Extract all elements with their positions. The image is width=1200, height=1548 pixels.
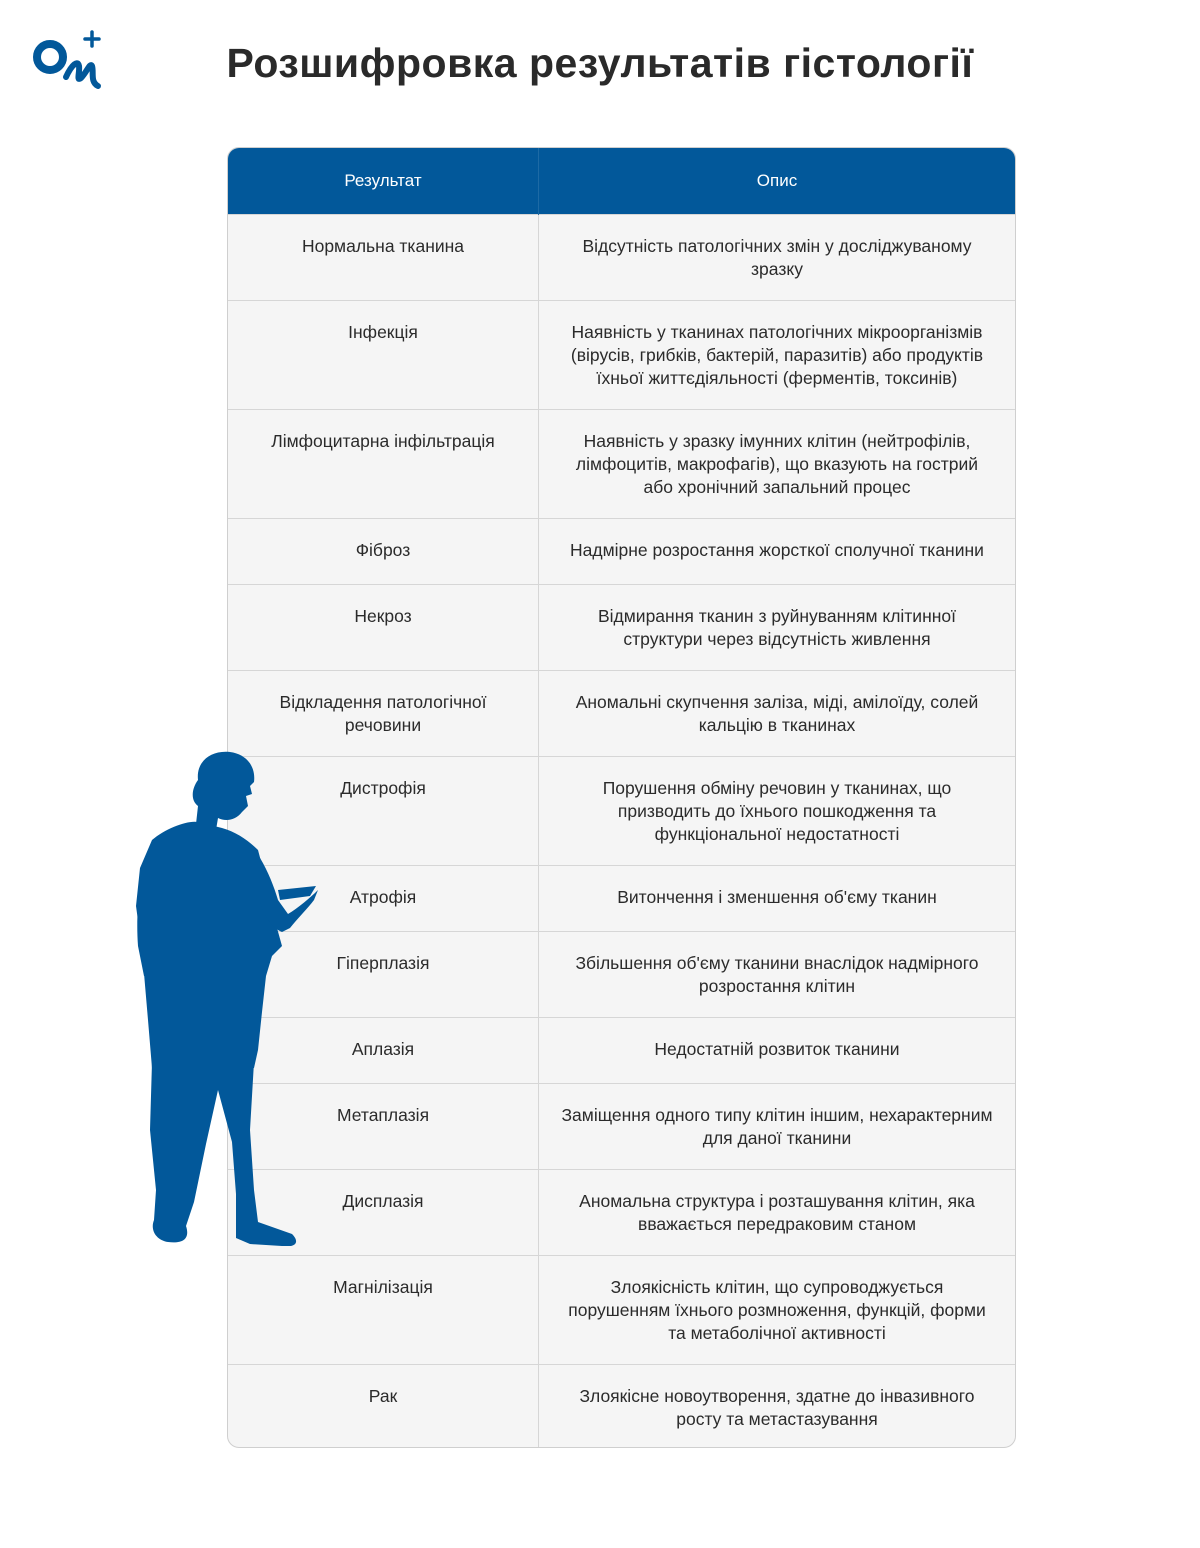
result-cell: Дистрофія [228,756,539,865]
description-cell: Відмирання тканин з руйнуванням клітинної структури через відсутність живлення [539,584,1016,670]
result-cell: Відкладення патологічної речовини [228,670,539,756]
description-cell: Злоякісне новоутворення, здатне до інвазивного росту та метастазування [539,1364,1016,1448]
description-cell: Наявність у зразку імунних клітин (нейтрофілів, лімфоцитів, макрофагів), що вказують на гострий або хронічний запальний процес [539,409,1016,518]
table-row [228,518,1015,584]
column-header-result: Результат [228,148,539,214]
table-row [228,214,1015,300]
column-header-description: Опис [756,170,798,190]
table-row [228,1017,1015,1083]
table-row [228,931,1015,1017]
histology-results-table [227,147,1016,1448]
description-cell: Заміщення одного типу клітин іншим, нехарактерним для даної тканини [539,1083,1016,1169]
result-cell: Лімфоцитарна інфільтрація [228,409,539,518]
result-cell: Атрофія [228,865,539,931]
description-cell: Аномальна структура і розташування клітин, яка вважається передраковим станом [539,1169,1016,1255]
description-cell: Надмірне розростання жорсткої сполучної тканини [539,518,1016,584]
result-cell: Фіброз [228,518,539,584]
table-row [228,584,1015,670]
description-cell: Злоякісність клітин, що супроводжується порушенням їхнього розмноження, функцій, форми та метаболічної активності [539,1255,1016,1364]
description-cell: Наявність у тканинах патологічних мікроорганізмів (вірусів, грибків, бактерій, паразитів) або продуктів їхньої життєдіяльності (ферментів, токсинів) [539,300,1016,409]
result-cell: Аплазія [228,1017,539,1083]
table-row [228,865,1015,931]
result-cell: Рак [228,1364,539,1448]
result-cell: Некроз [228,584,539,670]
result-cell: Магнілізація [228,1255,539,1364]
result-cell: Нормальна тканина [228,214,539,300]
result-cell: Дисплазія [228,1169,539,1255]
table-header-row [228,148,1015,214]
table-row [228,670,1015,756]
description-cell: Недостатній розвиток тканини [539,1017,1016,1083]
table-row [228,1255,1015,1364]
table-row [228,409,1015,518]
result-cell: Інфекція [228,300,539,409]
table-row [228,1083,1015,1169]
result-cell: Гіперплазія [228,931,539,1017]
person-with-tablet-illustration [132,750,322,1246]
table-row [228,756,1015,865]
description-cell: Відсутність патологічних змін у досліджуваному зразку [539,214,1016,300]
result-cell: Метаплазія [228,1083,539,1169]
table-row [228,1364,1015,1448]
description-cell: Аномальні скупчення заліза, міді, амілоїду, солей кальцію в тканинах [539,670,1016,756]
table-row [228,300,1015,409]
table-row [228,1169,1015,1255]
page-title: Розшифровка результатів гістології [226,40,974,86]
description-cell: Порушення обміну речовин у тканинах, що призводить до їхнього пошкодження та функціональної недостатності [539,756,1016,865]
description-cell: Витончення і зменшення об'єму тканин [539,865,1016,931]
description-cell: Збільшення об'єму тканини внаслідок надмірного розростання клітин [539,931,1016,1017]
